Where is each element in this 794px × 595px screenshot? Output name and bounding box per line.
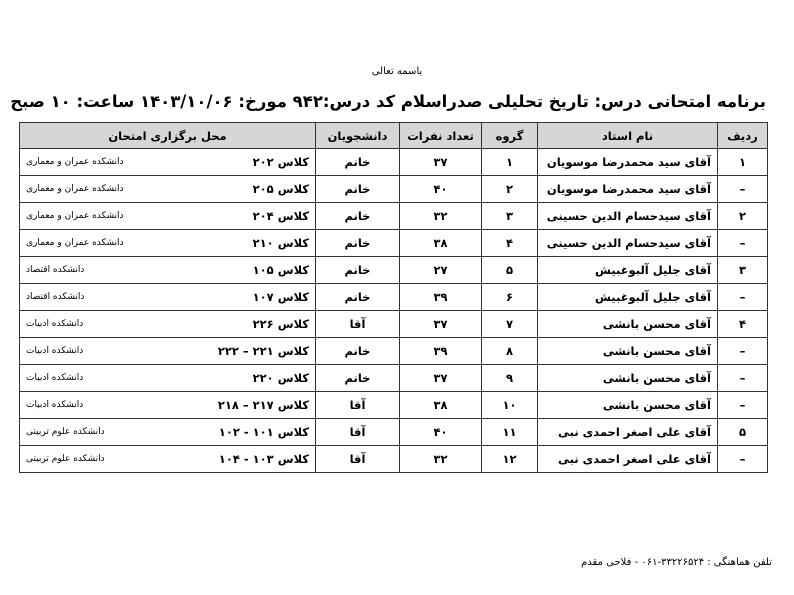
cell-students: خانم: [316, 149, 400, 176]
classroom-number: کلاس ۲۱۷ – ۲۱۸: [217, 398, 309, 412]
cell-students: آقا: [316, 446, 400, 473]
classroom-number: کلاس ۲۲۱ – ۲۲۲: [217, 344, 309, 358]
cell-place: [20, 284, 316, 311]
table-row: [20, 419, 768, 446]
col-header-count: تعداد نفرات: [400, 123, 482, 149]
table-row: [20, 365, 768, 392]
cell-place: [20, 257, 316, 284]
cell-count: ۴۰: [400, 176, 482, 203]
table-header-row: [20, 123, 768, 149]
cell-teacher: آقای محسن بانشی: [538, 392, 718, 419]
cell-radif: –: [718, 338, 768, 365]
col-header-place: محل برگزاری امتحان: [20, 123, 316, 149]
cell-radif: –: [718, 230, 768, 257]
classroom-number: کلاس ۲۰۲: [252, 155, 309, 169]
cell-radif: –: [718, 176, 768, 203]
cell-group: ۴: [482, 230, 538, 257]
cell-teacher: آقای سید محمدرضا موسویان: [538, 176, 718, 203]
cell-radif: –: [718, 284, 768, 311]
cell-teacher: آقای جلیل آلبوغبیش: [538, 284, 718, 311]
cell-radif: ۲: [718, 203, 768, 230]
cell-count: ۴۰: [400, 419, 482, 446]
cell-radif: ۳: [718, 257, 768, 284]
contact-footer: تلفن هماهنگی : ۳۳۲۲۶۵۲۴-۰۶۱ - فلاحی مقدم: [581, 557, 772, 568]
classroom-number: کلاس ۱۰۷: [252, 290, 309, 304]
cell-group: ۵: [482, 257, 538, 284]
cell-radif: –: [718, 365, 768, 392]
cell-place: [20, 176, 316, 203]
cell-teacher: آقای محسن بانشی: [538, 365, 718, 392]
cell-count: ۳۷: [400, 311, 482, 338]
cell-count: ۳۲: [400, 203, 482, 230]
table-row: [20, 149, 768, 176]
faculty-name: دانشکده ادبیات: [26, 346, 84, 356]
cell-group: ۱۱: [482, 419, 538, 446]
faculty-name: دانشکده عمران و معماری: [26, 184, 124, 194]
cell-students: خانم: [316, 284, 400, 311]
classroom-number: کلاس ۲۰۴: [252, 209, 309, 223]
cell-place: [20, 311, 316, 338]
cell-count: ۳۲: [400, 446, 482, 473]
cell-students: خانم: [316, 176, 400, 203]
table-row: [20, 230, 768, 257]
cell-teacher: آقای محسن بانشی: [538, 311, 718, 338]
col-header-teacher: نام استاد: [538, 123, 718, 149]
col-header-group: گروه: [482, 123, 538, 149]
faculty-name: دانشکده عمران و معماری: [26, 211, 124, 221]
cell-students: آقا: [316, 311, 400, 338]
faculty-name: دانشکده اقتصاد: [26, 265, 85, 275]
cell-students: خانم: [316, 203, 400, 230]
cell-group: ۷: [482, 311, 538, 338]
faculty-name: دانشکده ادبیات: [26, 373, 84, 383]
exam-schedule-table: [19, 122, 768, 473]
table-row: [20, 338, 768, 365]
cell-group: ۶: [482, 284, 538, 311]
cell-group: ۹: [482, 365, 538, 392]
col-header-students: دانشجویان: [316, 123, 400, 149]
cell-count: ۳۷: [400, 149, 482, 176]
cell-radif: ۵: [718, 419, 768, 446]
cell-radif: –: [718, 446, 768, 473]
col-header-radif: ردیف: [718, 123, 768, 149]
classroom-number: کلاس ۱۰۳ - ۱۰۴: [218, 452, 309, 466]
cell-place: [20, 230, 316, 257]
cell-radif: –: [718, 392, 768, 419]
cell-place: [20, 203, 316, 230]
table-row: [20, 392, 768, 419]
table-row: [20, 257, 768, 284]
cell-teacher: آقای سیدحسام الدین حسینی: [538, 203, 718, 230]
faculty-name: دانشکده اقتصاد: [26, 292, 85, 302]
cell-teacher: آقای علی اصغر احمدی نبی: [538, 419, 718, 446]
table-row: [20, 176, 768, 203]
table-row: [20, 446, 768, 473]
cell-count: ۳۹: [400, 338, 482, 365]
faculty-name: دانشکده ادبیات: [26, 400, 84, 410]
cell-group: ۳: [482, 203, 538, 230]
classroom-number: کلاس ۲۰۵: [252, 182, 309, 196]
faculty-name: دانشکده علوم تربیتی: [26, 454, 105, 464]
exam-schedule-title: برنامه امتحانی درس: تاریخ تحلیلی صدراسلام کد درس:۹۴۲ مورخ: ۱۴۰۳/۱۰/۰۶ ساعت: ۱۰ صبح: [10, 92, 766, 111]
cell-place: [20, 338, 316, 365]
cell-place: [20, 419, 316, 446]
cell-radif: ۴: [718, 311, 768, 338]
cell-place: [20, 392, 316, 419]
faculty-name: دانشکده عمران و معماری: [26, 157, 124, 167]
cell-students: آقا: [316, 392, 400, 419]
cell-group: ۸: [482, 338, 538, 365]
cell-students: آقا: [316, 419, 400, 446]
cell-count: ۳۹: [400, 284, 482, 311]
classroom-number: کلاس ۱۰۱ - ۱۰۲: [218, 425, 309, 439]
cell-place: [20, 365, 316, 392]
classroom-number: کلاس ۱۰۵: [252, 263, 309, 277]
cell-teacher: آقای سید محمدرضا موسویان: [538, 149, 718, 176]
bismillah-heading: باسمه تعالی: [371, 66, 423, 77]
cell-group: ۲: [482, 176, 538, 203]
cell-count: ۳۸: [400, 230, 482, 257]
classroom-number: کلاس ۲۲۶: [252, 317, 309, 331]
cell-students: خانم: [316, 338, 400, 365]
cell-group: ۱۰: [482, 392, 538, 419]
cell-teacher: آقای جلیل آلبوغبیش: [538, 257, 718, 284]
cell-students: خانم: [316, 365, 400, 392]
table-row: [20, 311, 768, 338]
faculty-name: دانشکده عمران و معماری: [26, 238, 124, 248]
cell-group: ۱۲: [482, 446, 538, 473]
cell-count: ۳۷: [400, 365, 482, 392]
cell-count: ۳۸: [400, 392, 482, 419]
table-row: [20, 284, 768, 311]
table-body: [20, 149, 768, 473]
cell-students: خانم: [316, 230, 400, 257]
cell-place: [20, 446, 316, 473]
faculty-name: دانشکده ادبیات: [26, 319, 84, 329]
cell-students: خانم: [316, 257, 400, 284]
classroom-number: کلاس ۲۱۰: [252, 236, 309, 250]
cell-group: ۱: [482, 149, 538, 176]
cell-teacher: آقای علی اصغر احمدی نبی: [538, 446, 718, 473]
classroom-number: کلاس ۲۲۰: [252, 371, 309, 385]
cell-count: ۲۷: [400, 257, 482, 284]
cell-teacher: آقای سیدحسام الدین حسینی: [538, 230, 718, 257]
table-row: [20, 203, 768, 230]
faculty-name: دانشکده علوم تربیتی: [26, 427, 105, 437]
cell-place: [20, 149, 316, 176]
cell-radif: ۱: [718, 149, 768, 176]
cell-teacher: آقای محسن بانشی: [538, 338, 718, 365]
